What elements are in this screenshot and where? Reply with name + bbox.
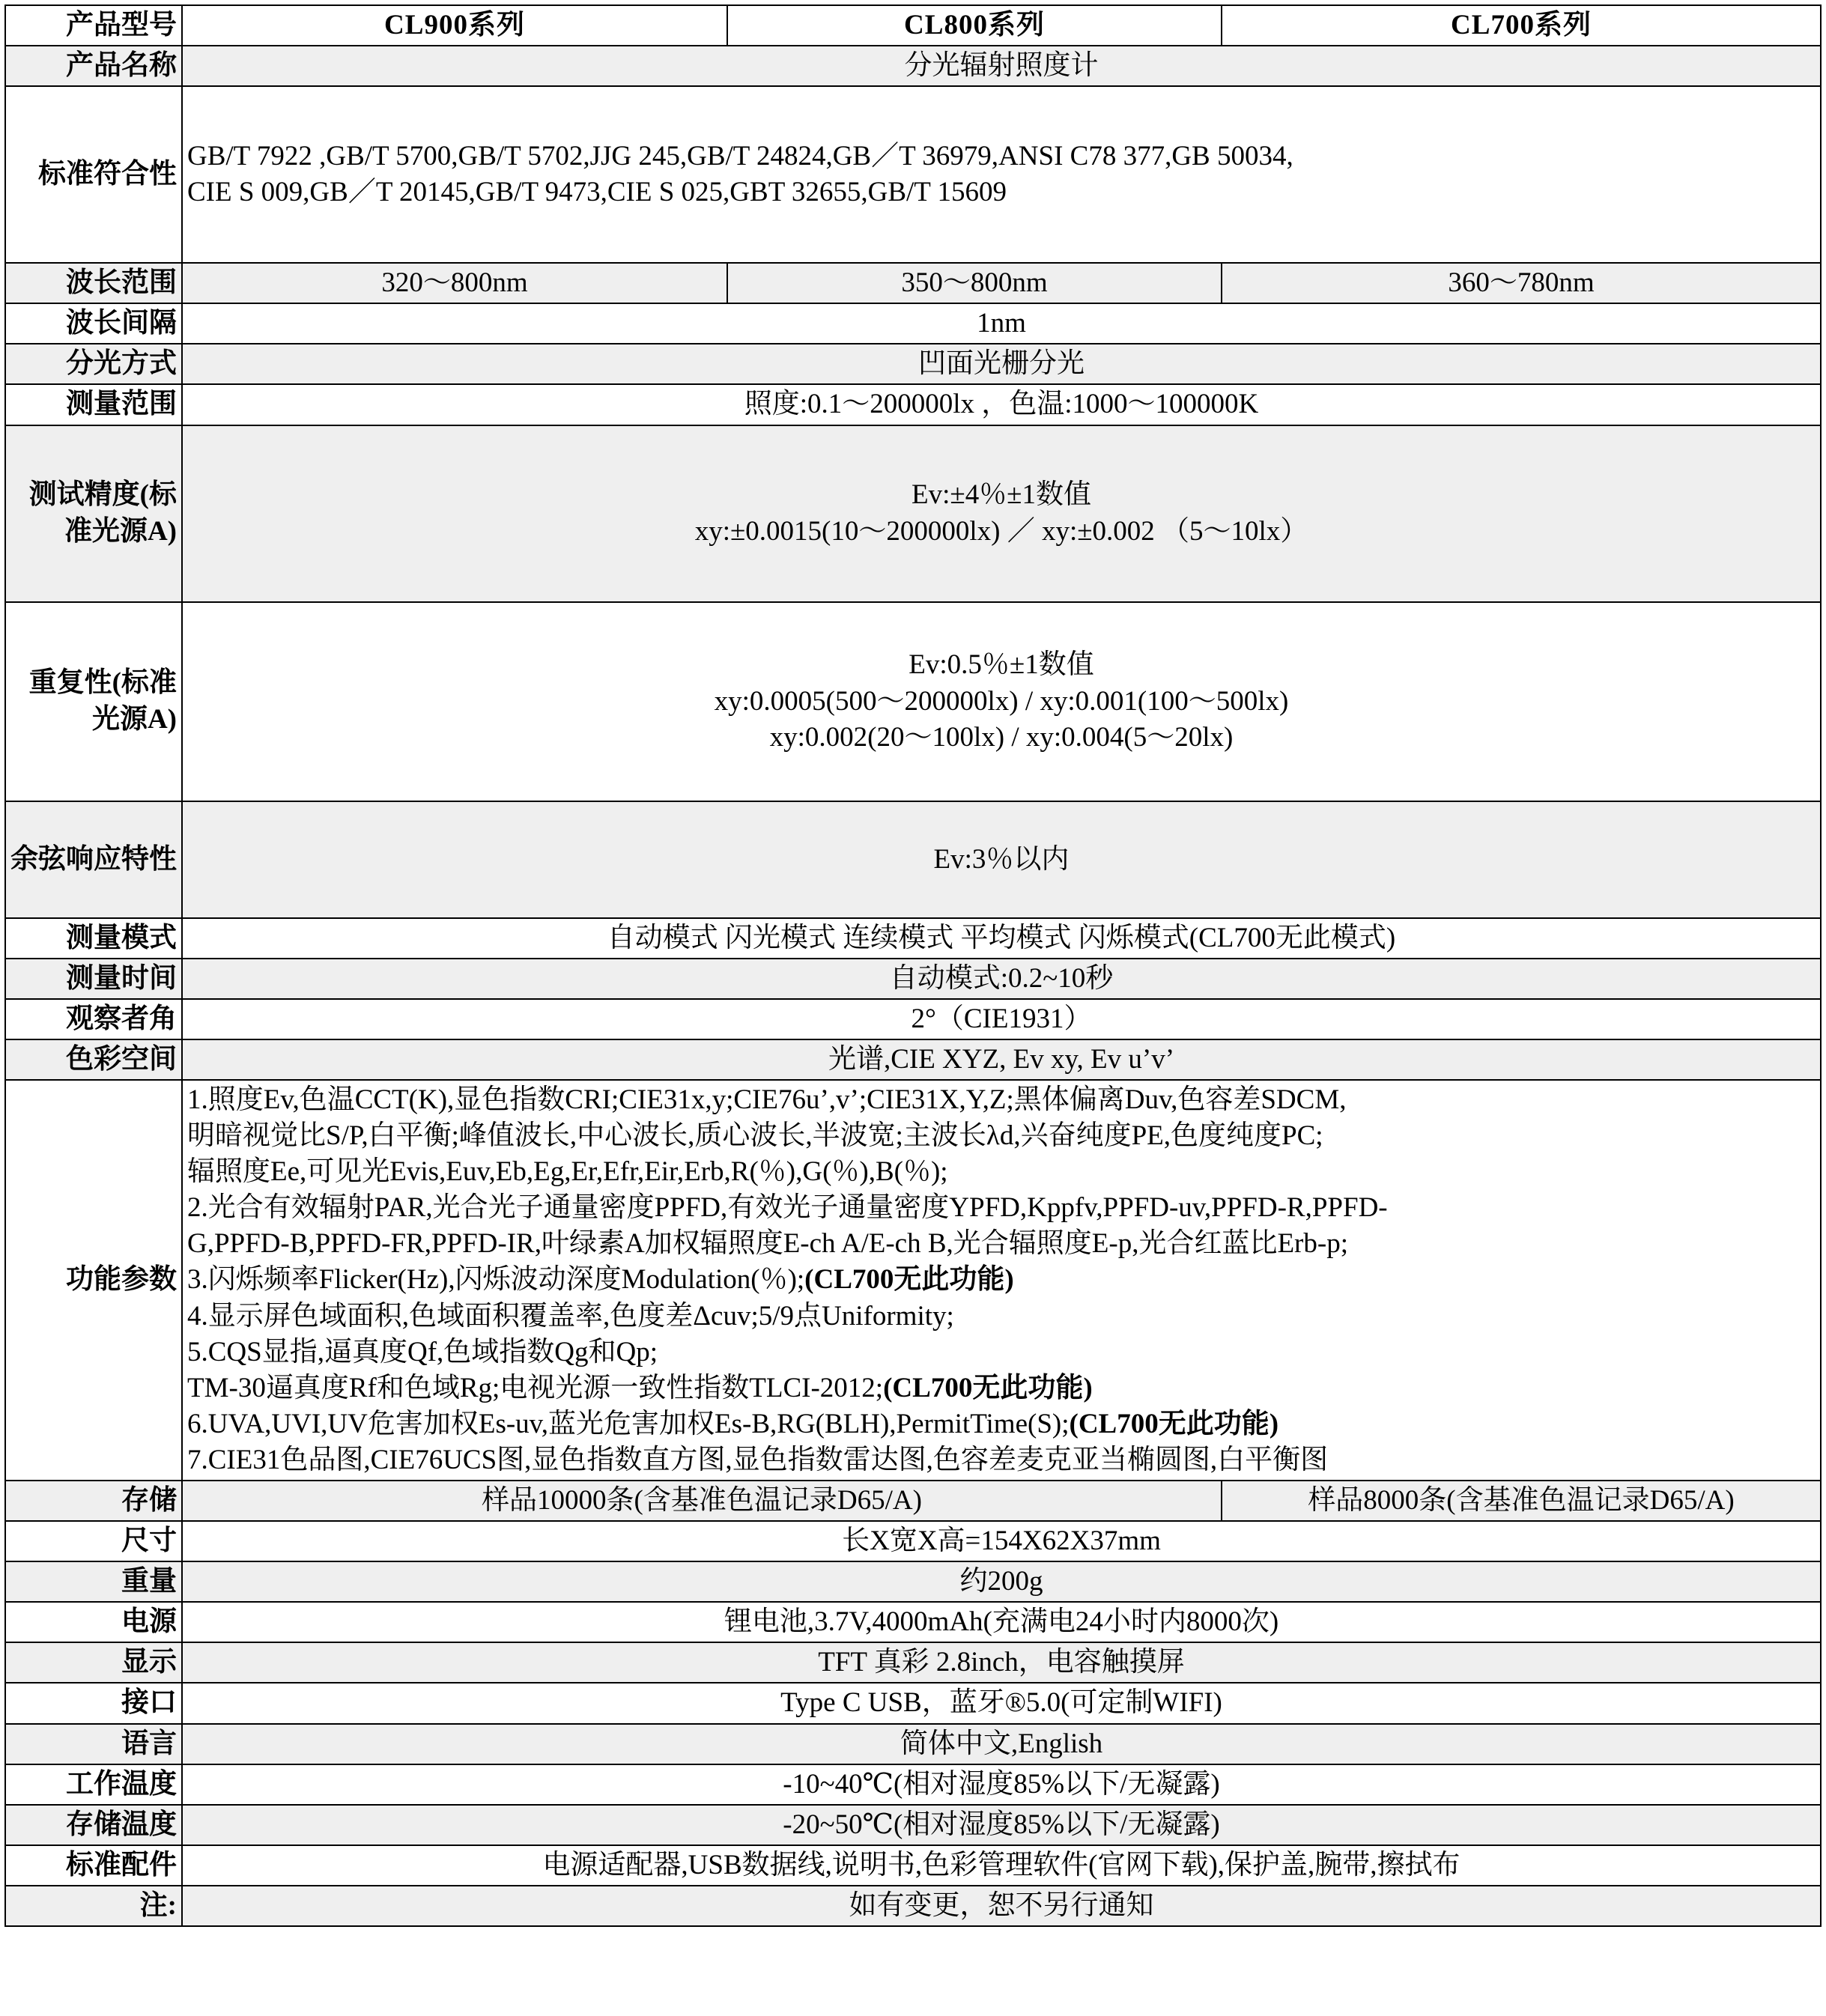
function-line [187, 1226, 1816, 1262]
function-line-text: 辐照度Ee,可见光Evis,Euv,Eb,Eg,Er,Efr,Eir,Erb,R(％),G(％),B(％); [187, 1156, 948, 1188]
cell-note: 如有变更，恕不另行通知 [182, 1886, 1821, 1926]
table-row-accessories [5, 1845, 1821, 1886]
row-label-weight: 重量 [5, 1561, 182, 1602]
function-line-text: 1.照度Ev,色温CCT(K),显色指数CRI;CIE31x,y;CIE76u’,v’;CIE31X,Y,Z;黑体偏离Duv,色容差SDCM, [187, 1084, 1347, 1115]
cell-accessories: 电源适配器,USB数据线,说明书,色彩管理软件(官网下载),保护盖,腕带,擦拭布 [182, 1845, 1821, 1886]
row-label-repeatability: 重复性(标准光源A) [5, 602, 182, 801]
cell-size: 长X宽X高=154X62X37mm [182, 1521, 1821, 1561]
row-label-wavelength-interval: 波长间隔 [5, 303, 182, 344]
row-label-accuracy: 测试精度(标准光源A) [5, 425, 182, 602]
table-row-measure-time [5, 959, 1821, 999]
table-row-color-space [5, 1039, 1821, 1080]
cell-power: 锂电池,3.7V,4000mAh(充满电24小时内8000次) [182, 1602, 1821, 1642]
specification-table [4, 4, 1822, 1927]
table-row-repeatability [5, 602, 1821, 801]
row-label-observer-angle: 观察者角 [5, 999, 182, 1039]
table-row-accuracy [5, 425, 1821, 602]
table-row-wavelength-interval [5, 303, 1821, 344]
row-label-size: 尺寸 [5, 1521, 182, 1561]
table-row-standards [5, 86, 1821, 263]
cell-standards [182, 86, 1821, 263]
cell-measure-time: 自动模式:0.2~10秒 [182, 959, 1821, 999]
table-row-weight [5, 1561, 1821, 1602]
spec-sheet [0, 4, 1826, 1927]
row-label-model: 产品型号 [5, 5, 182, 46]
repeatability-line-3: xy:0.002(20～100lx) / xy:0.004(5～20lx) [769, 721, 1234, 753]
table-row-interface [5, 1683, 1821, 1723]
row-label-power: 电源 [5, 1602, 182, 1642]
function-line-text: 3.闪烁频率Flicker(Hz),闪烁波动深度Modulation(％); [187, 1264, 805, 1296]
function-line-note: (CL700无此功能) [804, 1264, 1014, 1296]
function-line-note: (CL700无此功能) [883, 1372, 1093, 1403]
cell-measure-range: 照度:0.1～200000lx ，色温:1000～100000K [182, 384, 1821, 425]
cell-storage-right: 样品8000条(含基准色温记录D65/A) [1222, 1481, 1821, 1521]
cell-color-space: 光谱,CIE XYZ, Ev xy, Ev u’v’ [182, 1039, 1821, 1080]
repeatability-line-2: xy:0.0005(500～200000lx) / xy:0.001(100～500lx) [714, 685, 1289, 717]
function-line [187, 1370, 1816, 1406]
row-label-cosine: 余弦响应特性 [5, 801, 182, 918]
table-row-storage-temp [5, 1805, 1821, 1845]
table-row-functions [5, 1080, 1821, 1481]
cell-repeatability [182, 602, 1821, 801]
cell-product-name: 分光辐射照度计 [182, 46, 1821, 86]
function-line [187, 1154, 1816, 1190]
function-line-text: 明暗视觉比S/P,白平衡;峰值波长,中心波长,质心波长,半波宽;主波长λd,兴奋纯度PE,色度纯度PC; [187, 1120, 1323, 1152]
cell-measure-mode: 自动模式 闪光模式 连续模式 平均模式 闪烁模式(CL700无此模式) [182, 918, 1821, 959]
table-row-note [5, 1886, 1821, 1926]
row-label-work-temp: 工作温度 [5, 1764, 182, 1805]
table-row-display [5, 1642, 1821, 1683]
function-line [187, 1262, 1816, 1298]
table-row-product-name [5, 46, 1821, 86]
table-row-cosine [5, 801, 1821, 918]
cell-storage-temp: -20~50℃(相对湿度85%以下/无凝露) [182, 1805, 1821, 1845]
cell-functions [182, 1080, 1821, 1481]
function-line-text: 5.CQS显指,逼真度Qf,色域指数Qg和Qp; [187, 1336, 658, 1367]
function-line [187, 1190, 1816, 1226]
standards-line-2: CIE S 009,GB／T 20145,GB/T 9473,CIE S 025,GBT 32655,GB/T 15609 [187, 177, 1007, 208]
cell-weight: 约200g [182, 1561, 1821, 1602]
table-row-size [5, 1521, 1821, 1561]
cell-wavelength-cl800: 350～800nm [727, 263, 1222, 303]
function-line-note: (CL700无此功能) [1069, 1408, 1279, 1439]
cell-model-cl700: CL700系列 [1222, 5, 1821, 46]
row-label-standards: 标准符合性 [5, 86, 182, 263]
function-line-text: 2.光合有效辐射PAR,光合光子通量密度PPFD,有效光子通量密度YPFD,Kppfv,PPFD-uv,PPFD-R,PPFD- [187, 1192, 1388, 1224]
function-line [187, 1082, 1816, 1118]
cell-model-cl800: CL800系列 [727, 5, 1222, 46]
row-label-accessories: 标准配件 [5, 1845, 182, 1886]
table-row-wavelength-range [5, 263, 1821, 303]
row-label-measure-mode: 测量模式 [5, 918, 182, 959]
table-row-spectro-method [5, 344, 1821, 384]
cell-model-cl900: CL900系列 [182, 5, 727, 46]
table-row-measure-mode [5, 918, 1821, 959]
cell-work-temp: -10~40℃(相对湿度85%以下/无凝露) [182, 1764, 1821, 1805]
row-label-display: 显示 [5, 1642, 182, 1683]
row-label-storage: 存储 [5, 1481, 182, 1521]
row-label-note: 注: [5, 1886, 182, 1926]
cell-cosine: Ev:3％以内 [182, 801, 1821, 918]
row-label-spectro-method: 分光方式 [5, 344, 182, 384]
table-row-observer-angle [5, 999, 1821, 1039]
cell-observer-angle: 2°（CIE1931） [182, 999, 1821, 1039]
function-line [187, 1442, 1816, 1478]
cell-wavelength-interval: 1nm [182, 303, 1821, 344]
function-line [187, 1299, 1816, 1335]
cell-display: TFT 真彩 2.8inch，电容触摸屏 [182, 1642, 1821, 1683]
row-label-measure-time: 测量时间 [5, 959, 182, 999]
row-label-interface: 接口 [5, 1683, 182, 1723]
function-line [187, 1118, 1816, 1154]
cell-interface: Type C USB，蓝牙®5.0(可定制WIFI) [182, 1683, 1821, 1723]
repeatability-line-1: Ev:0.5％±1数值 [909, 649, 1094, 681]
standards-line-1: GB/T 7922 ,GB/T 5700,GB/T 5702,JJG 245,GB/T 24824,GB／T 36979,ANSI C78 377,GB 50034, [187, 141, 1293, 172]
cell-wavelength-cl700: 360～780nm [1222, 263, 1821, 303]
row-label-wavelength-range: 波长范围 [5, 263, 182, 303]
cell-language: 简体中文,English [182, 1724, 1821, 1764]
function-line-text: 7.CIE31色品图,CIE76UCS图,显色指数直方图,显色指数雷达图,色容差麦克亚当椭圆图,白平衡图 [187, 1444, 1329, 1475]
function-line-text: 4.显示屏色域面积,色域面积覆盖率,色度差Δcuv;5/9点Uniformity; [187, 1300, 954, 1332]
cell-storage-left: 样品10000条(含基准色温记录D65/A) [182, 1481, 1222, 1521]
row-label-language: 语言 [5, 1724, 182, 1764]
accuracy-line-1: Ev:±4％±1数值 [912, 479, 1091, 511]
table-row-measure-range [5, 384, 1821, 425]
table-row-language [5, 1724, 1821, 1764]
row-label-product-name: 产品名称 [5, 46, 182, 86]
cell-accuracy [182, 425, 1821, 602]
row-label-functions: 功能参数 [5, 1080, 182, 1481]
table-row-power [5, 1602, 1821, 1642]
table-row-work-temp [5, 1764, 1821, 1805]
function-line [187, 1406, 1816, 1442]
cell-wavelength-cl900: 320～800nm [182, 263, 727, 303]
row-label-storage-temp: 存储温度 [5, 1805, 182, 1845]
accuracy-line-2: xy:±0.0015(10～200000lx) ／ xy:±0.002 （5～10lx） [694, 515, 1308, 547]
table-row-storage [5, 1481, 1821, 1521]
function-line-text: 6.UVA,UVI,UV危害加权Es-uv,蓝光危害加权Es-B,RG(BLH),PermitTime(S); [187, 1408, 1070, 1439]
function-line-text: G,PPFD-B,PPFD-FR,PPFD-IR,叶绿素A加权辐照度E-ch A/E-ch B,光合辐照度E-p,光合红蓝比Erb-p; [187, 1228, 1348, 1260]
row-label-measure-range: 测量范围 [5, 384, 182, 425]
cell-spectro-method: 凹面光栅分光 [182, 344, 1821, 384]
function-line-text: TM-30逼真度Rf和色域Rg;电视光源一致性指数TLCI-2012; [187, 1372, 884, 1403]
row-label-color-space: 色彩空间 [5, 1039, 182, 1080]
table-row-model [5, 5, 1821, 46]
function-line [187, 1335, 1816, 1370]
